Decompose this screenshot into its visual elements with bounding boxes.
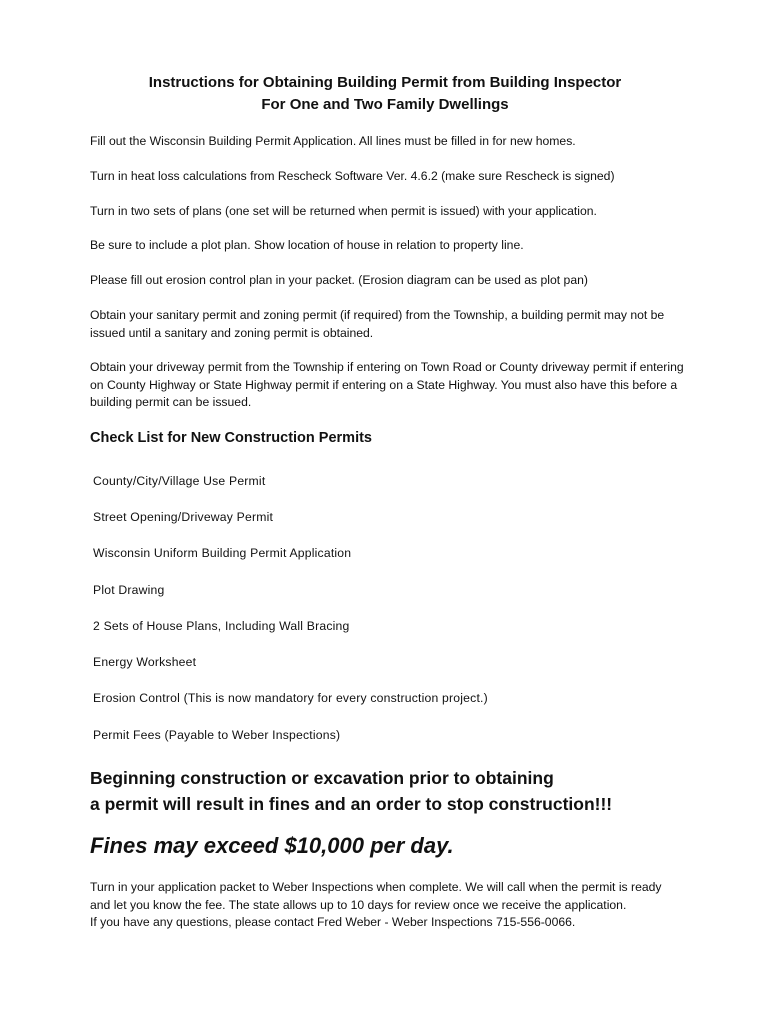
checklist-item: Permit Fees (Payable to Weber Inspections) <box>93 728 341 742</box>
checklist-item: Erosion Control (This is now mandatory for every construction project.) <box>93 691 488 705</box>
instruction-paragraph: Fill out the Wisconsin Building Permit Application. All lines must be filled in for new homes. <box>90 134 576 148</box>
title-line-2: For One and Two Family Dwellings <box>261 96 509 113</box>
fines-notice: Fines may exceed $10,000 per day. <box>90 833 454 858</box>
checklist-item: Street Opening/Driveway Permit <box>93 510 274 524</box>
contact-line: If you have any questions, please contact Fred Weber - Weber Inspections 715-556-0066. <box>90 915 576 929</box>
checklist-item: Energy Worksheet <box>93 655 197 669</box>
instruction-paragraph: Turn in heat loss calculations from Rescheck Software Ver. 4.6.2 (make sure Rescheck is signed) <box>90 169 615 183</box>
warning-line-1: Beginning construction or excavation prior to obtaining <box>90 768 554 788</box>
instruction-paragraph: Obtain your sanitary permit and zoning permit (if required) from the Township, a building permit may not be issued until a sanitary and zoning permit is obtained. <box>90 308 665 340</box>
warning-notice <box>90 765 612 817</box>
warning-line-2: a permit will result in fines and an order to stop construction!!! <box>90 794 613 814</box>
closing-paragraph: Turn in your application packet to Weber Inspections when complete. We will call when the permit is ready and let you know the fee. The state allows up to 10 days for review once we receive the application. <box>90 880 662 912</box>
page-title <box>0 72 770 116</box>
checklist-item: 2 Sets of House Plans, Including Wall Bracing <box>93 619 350 633</box>
closing-section <box>90 879 680 932</box>
instruction-paragraph: Obtain your driveway permit from the Township if entering on Town Road or County driveway permit if entering on County Highway or State Highway permit if entering on a State Highway. You must also have this before a building permit can be issued. <box>90 360 684 409</box>
instruction-paragraph: Please fill out erosion control plan in your packet. (Erosion diagram can be used as plot pan) <box>90 273 588 287</box>
checklist-item: Wisconsin Uniform Building Permit Application <box>93 546 352 560</box>
checklist-heading: Check List for New Construction Permits <box>90 430 372 446</box>
instruction-paragraph: Turn in two sets of plans (one set will be returned when permit is issued) with your application. <box>90 204 597 218</box>
checklist-item: Plot Drawing <box>93 583 165 597</box>
checklist-item: County/City/Village Use Permit <box>93 474 266 488</box>
instruction-paragraph: Be sure to include a plot plan. Show location of house in relation to property line. <box>90 238 524 252</box>
title-line-1: Instructions for Obtaining Building Permit from Building Inspector <box>148 74 622 91</box>
